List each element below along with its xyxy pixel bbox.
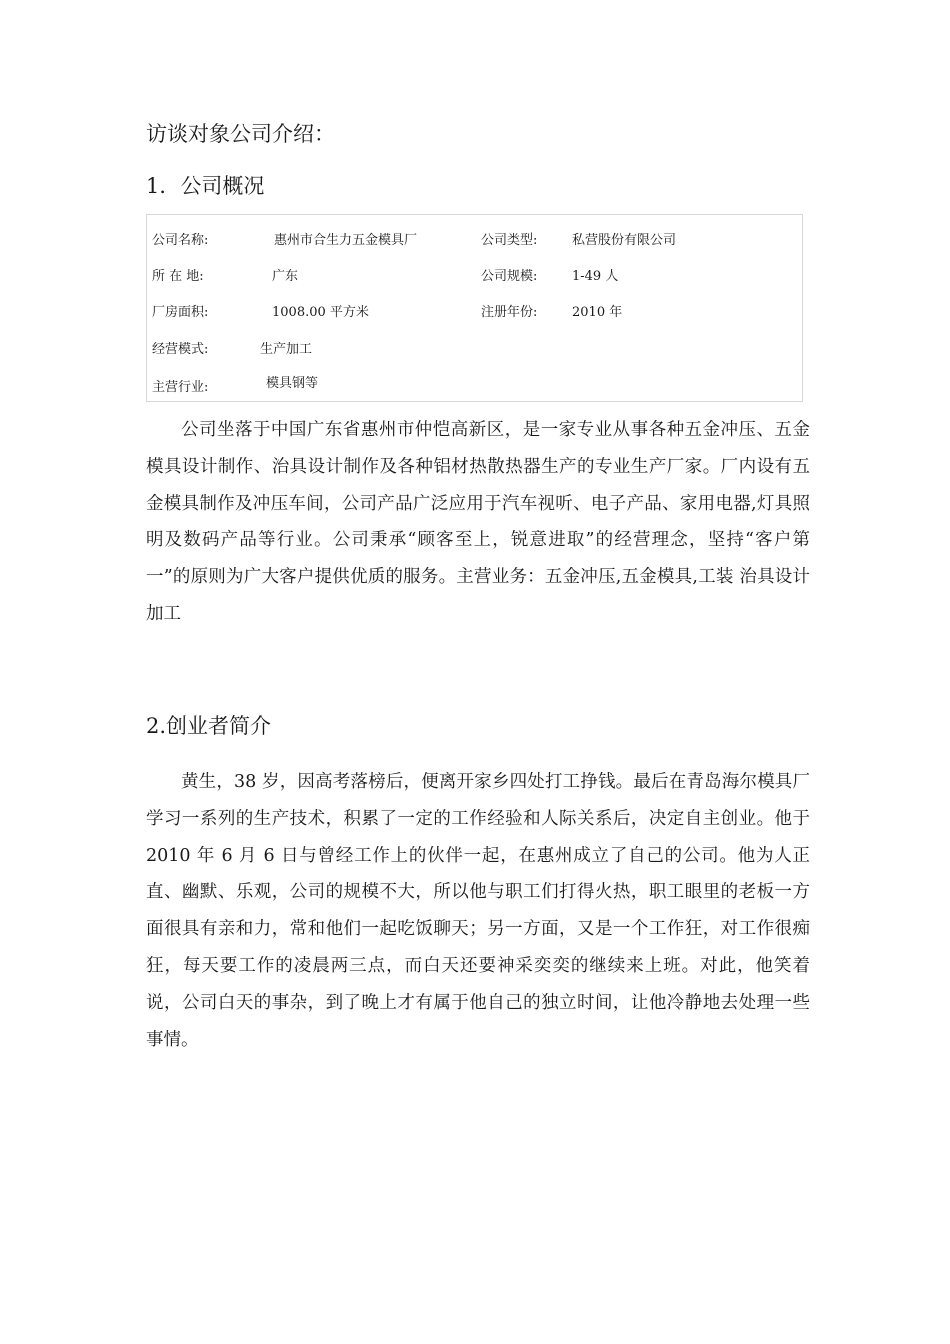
plant-area-value: 1008.00 平方米 [272,305,369,320]
business-mode-label: 经营模式: [152,342,209,357]
section1-heading: 1．公司概况 [146,174,265,198]
company-scale-label: 公司规模: [481,269,538,284]
business-mode-value: 生产加工 [260,342,313,357]
company-description: 公司坐落于中国广东省惠州市仲恺高新区，是一家专业从事各种五金冲压、五金模具设计制作、治具设计制作及各种铝材热散热器生产的专业生产厂家。厂内设有五金模具制作及冲压车间，公司产品广泛应用于汽车视听、电子产品、家用电器,灯具照明及数码产品等行业。公司秉承“顾客至上，锐意进取”的经营理念，坚持“客户第一”的原则为广大客户提供优质的服务。主营业务：五金冲压,五金模具,工装 治具设计加工 [146,420,810,624]
company-name-value: 惠州市合生力五金模具厂 [274,233,418,248]
registration-year-label: 注册年份: [481,305,538,320]
company-info-table [146,214,803,402]
company-type-label: 公司类型: [481,233,538,248]
company-scale-value: 1-49 人 [572,269,619,284]
company-type-value: 私营股份有限公司 [572,233,677,248]
registration-year-value: 2010 年 [572,305,623,320]
founder-description: 黄生，38 岁，因高考落榜后，便离开家乡四处打工挣钱。最后在青岛海尔模具厂学习一系列的生产技术，积累了一定的工作经验和人际关系后，决定自主创业。他于 2010 年 6 月 6 日与曾经工作上的伙伴一起，在惠州成立了自己的公司。他为人正直、幽默、乐观，公司的规模不大，所以他与职工们打得火热，职工眼里的老板一方面很具有亲和力，常和他们一起吃饭聊天；另一方面，又是一个工作狂，对工作很痴狂，每天要工作的凌晨两三点，而白天还要神采奕奕的继续来上班。对此，他笑着说，公司白天的事杂，到了晚上才有属于他自己的独立时间，让他冷静地去处理一些事情。 [146,772,810,1050]
intro-heading: 访谈对象公司介绍： [146,122,335,146]
main-industry-value: 模具钢等 [266,376,319,391]
plant-area-label: 厂房面积: [152,305,209,320]
location-value: 广东 [272,269,299,284]
section2-heading: 2.创业者简介 [146,714,272,738]
company-name-label: 公司名称: [152,233,209,248]
main-industry-label: 主营行业: [152,380,209,395]
location-label: 所 在 地: [152,269,204,284]
